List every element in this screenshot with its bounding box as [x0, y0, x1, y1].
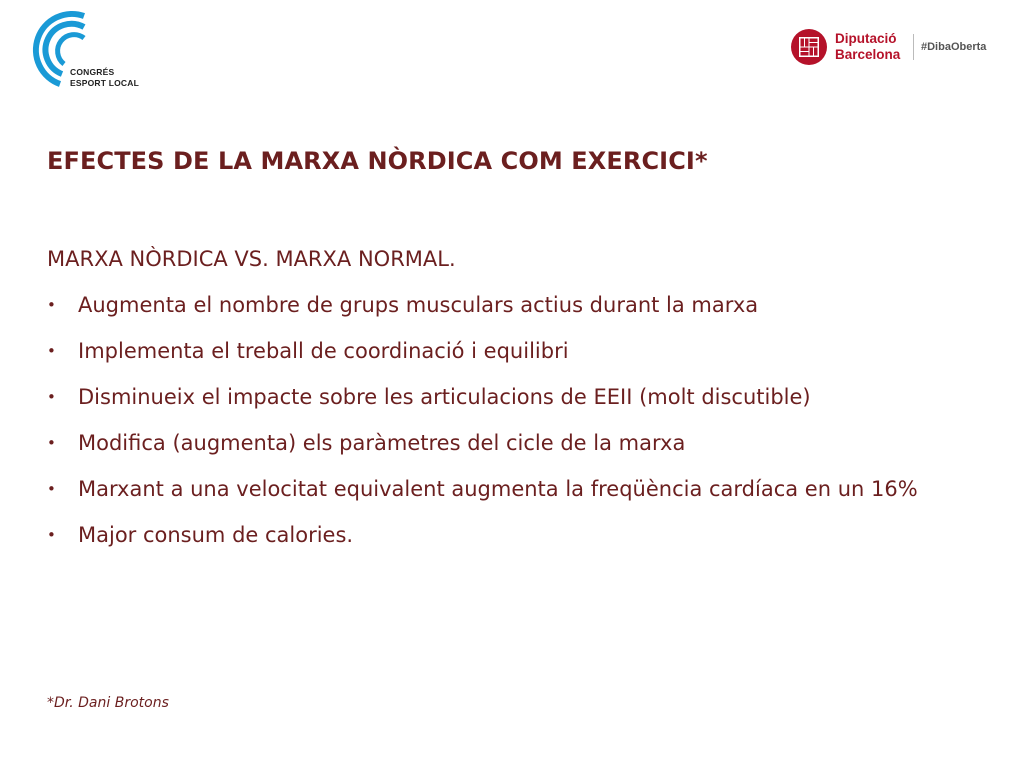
bullet-icon: •: [47, 342, 56, 360]
bullet-icon: •: [47, 388, 56, 406]
list-item-text: Modifica (augmenta) els paràmetres del cicle de la marxa: [78, 431, 686, 455]
bullet-icon: •: [47, 526, 56, 544]
list-item-text: Implementa el treball de coordinació i equilibri: [78, 339, 569, 363]
list-item-text: Disminueix el impacte sobre les articulacions de EEII (molt discutible): [78, 385, 811, 409]
list-item: [47, 374, 987, 420]
logo-text: [70, 67, 139, 89]
slide-subtitle: MARXA NÒRDICA VS. MARXA NORMAL.: [47, 247, 456, 271]
list-item: [47, 282, 987, 328]
list-item: [47, 512, 987, 558]
org-name: [835, 31, 900, 63]
footnote: *Dr. Dani Brotons: [47, 695, 169, 711]
logo-line-2: ESPORT LOCAL: [70, 78, 139, 88]
list-item-text: Marxant a una velocitat equivalent augmenta la freqüència cardíaca en un 16%: [78, 477, 918, 501]
slide-body: [47, 236, 987, 558]
list-item-text: Augmenta el nombre de grups musculars actius durant la marxa: [78, 293, 759, 317]
bullet-list: [47, 282, 987, 558]
logo-divider: [913, 34, 914, 60]
congres-esport-local-logo: [14, 10, 154, 95]
diputacio-barcelona-logo: [790, 28, 1000, 72]
org-name-line-2: Barcelona: [835, 47, 901, 62]
org-name-line-1: Diputació: [835, 31, 897, 46]
hashtag: #DibaOberta: [921, 41, 987, 53]
logo-line-1: CONGRÉS: [70, 67, 115, 77]
list-item: [47, 466, 987, 512]
bullet-icon: •: [47, 434, 56, 452]
bullet-icon: •: [47, 480, 56, 498]
seal-icon: [790, 28, 828, 66]
list-item: [47, 420, 987, 466]
slide-title: EFECTES DE LA MARXA NÒRDICA COM EXERCICI*: [47, 147, 708, 175]
list-item-text: Major consum de calories.: [78, 523, 354, 547]
list-item: [47, 328, 987, 374]
bullet-icon: •: [47, 296, 56, 314]
